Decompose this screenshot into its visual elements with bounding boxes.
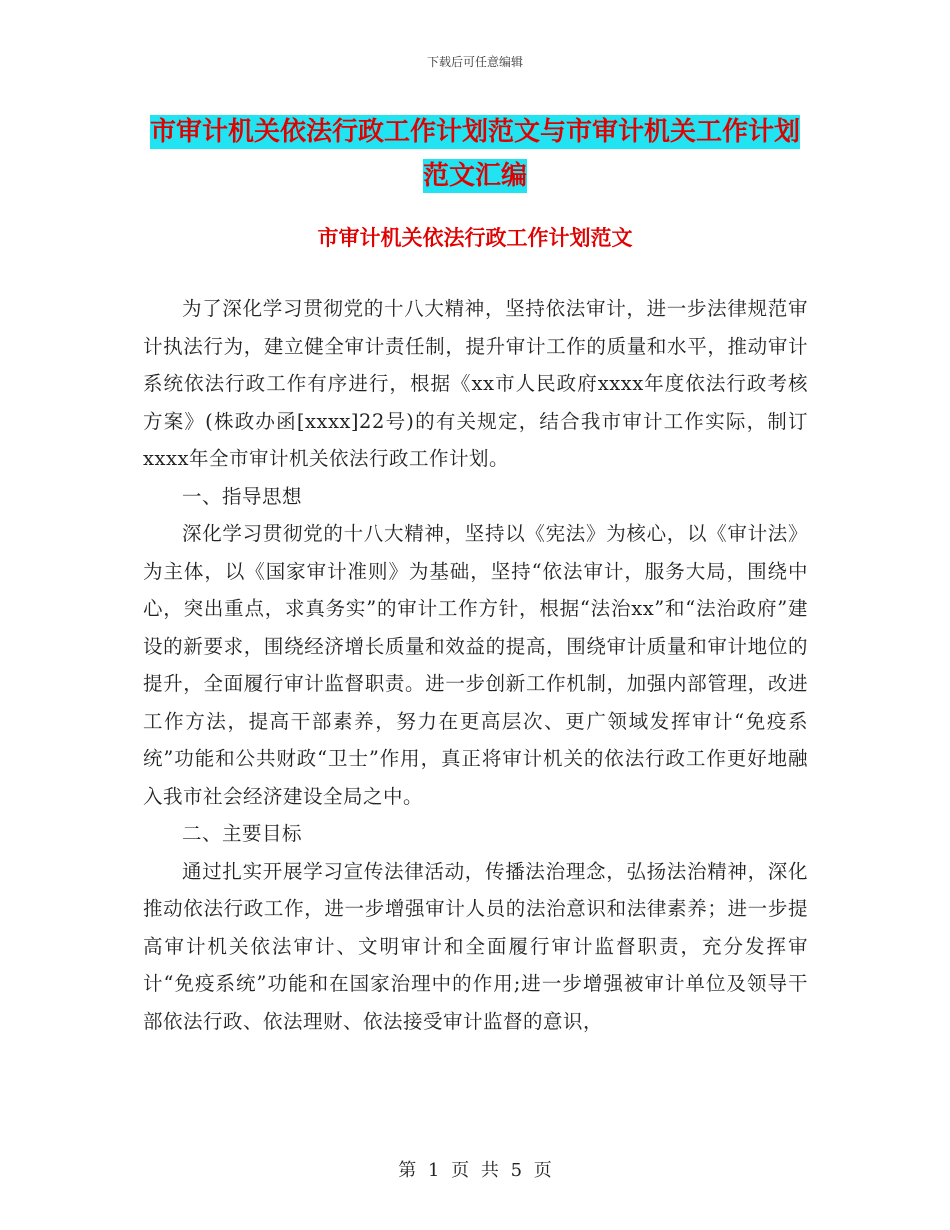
paragraph-intro: 为了深化学习贯彻党的十八大精神，坚持依法审计，进一步法律规范审计执法行为，建立健全审计责任制，提升审计工作的质量和水平，推动审计系统依法行政工作有序进行，根据《xx市人民政府xxxx年度依法行政考核方案》(株政办函[xxxx]22号)的有关规定，结合我市审计工作实际，制订xxxx年全市审计机关依法行政工作计划。 (143, 297, 808, 470)
page-footer: 第 1 页 共 5 页 (398, 1160, 552, 1181)
heading-main-goals: 二、主要目标 (182, 822, 303, 845)
paragraph-main-goals: 通过扎实开展学习宣传法律活动，传播法治理念，弘扬法治精神，深化推动依法行政工作，进一步增强审计人员的法治意识和法律素养；进一步提高审计机关依法审计、文明审计和全面履行审计监督职责，充分发挥审计“免疫系统”功能和在国家治理中的作用;进一步增强被审计单位及领导干部依法行政、依法理财、依法接受审计监督的意识， (143, 859, 808, 1033)
header-note: 下载后可任意编辑 (426, 55, 523, 69)
paragraph-guiding-ideology: 深化学习贯彻党的十八大精神，坚持以《宪法》为核心，以《审计法》为主体，以《国家审计准则》为基础，坚持“依法审计，服务大局，围绕中心，突出重点，求真务实”的审计工作方针，根据“法治xx”和“法治政府”建设的新要求，围绕经济增长质量和效益的提高，围绕审计质量和审计地位的提升，全面履行审计监督职责。进一步创新工作机制，加强内部管理，改进工作方法，提高干部素养，努力在更高层次、更广领域发挥审计“免疫系统”功能和公共财政“卫士”作用，真正将审计机关的依法行政工作更好地融入我市社会经济建设全局之中。 (143, 522, 808, 808)
heading-guiding-ideology: 一、指导思想 (182, 484, 303, 508)
section-title: 市审计机关依法行政工作计划范文 (317, 225, 633, 250)
document-title-text: 市审计机关依法行政工作计划范文与市审计机关工作计划范文汇编 (149, 117, 800, 191)
document-body (143, 290, 808, 1040)
document-title (145, 110, 805, 198)
